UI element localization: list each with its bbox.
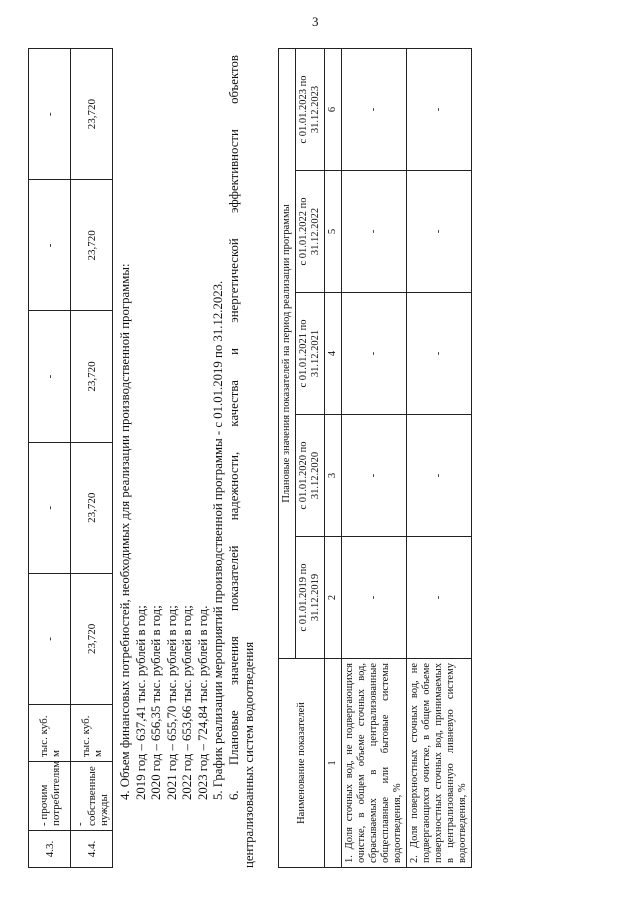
row-value: -: [29, 49, 71, 180]
row-value: 23,720: [71, 573, 113, 704]
table-row: [342, 49, 407, 868]
period-header: с 01.01.2019 по 31.12.2019: [296, 537, 325, 659]
row-value: -: [29, 573, 71, 704]
col-number: 2: [325, 537, 342, 659]
item-5-text: 5. График реализации мероприятий производственной программы - с 01.01.2019 по 31.12.2023.: [211, 280, 225, 800]
period-header: с 01.01.2021 по 31.12.2021: [296, 293, 325, 415]
row-unit: тыс. куб. м: [29, 705, 71, 762]
rotated-content: [28, 48, 468, 868]
indicator-value: -: [342, 293, 407, 415]
table-row: [407, 49, 472, 868]
indicator-value: -: [407, 293, 472, 415]
year-line: 2023 год – 724,84 тыс. рублей в год.: [195, 605, 210, 800]
word: 6.: [226, 790, 241, 800]
word: объектов: [226, 55, 241, 104]
indicator-value: -: [407, 415, 472, 537]
row-number: 4.3.: [29, 831, 71, 868]
period-header: с 01.01.2020 по 31.12.2020: [296, 415, 325, 537]
year-line: 2022 год – 653,66 тыс. рублей в год;: [180, 605, 194, 800]
col-number: 5: [325, 171, 342, 293]
row-name: - прочим потребителям: [29, 762, 71, 831]
word: эффективности: [226, 129, 241, 213]
item-6-text: [227, 55, 243, 800]
indicator-name: 2. Доля поверхностных сточных вод, не подвергающихся очистке, в общем объеме поверхностных сточных вод, принимаемых в централизованную ливневую систему водоотведения, %: [407, 659, 472, 868]
row-value: 23,720: [71, 180, 113, 311]
indicator-value: -: [342, 49, 407, 171]
row-value: -: [29, 311, 71, 442]
word: качества: [226, 380, 241, 427]
year-line: 2020 год – 656,35 тыс. рублей в год;: [149, 605, 163, 800]
word: и: [226, 348, 241, 355]
col-number: 4: [325, 293, 342, 415]
word: Плановые: [226, 710, 241, 766]
indicator-value: -: [407, 537, 472, 659]
period-header: с 01.01.2023 по 31.12.2023: [296, 49, 325, 171]
indicator-value: -: [407, 49, 472, 171]
col-number: 6: [325, 49, 342, 171]
word: значения: [226, 636, 241, 686]
year-line: 2019 год – 637,41 тыс. рублей в год;: [133, 605, 148, 800]
row-value: 23,720: [71, 49, 113, 180]
table-row: [29, 49, 71, 868]
row-unit: тыс. куб. м: [71, 705, 113, 762]
col-number: 3: [325, 415, 342, 537]
word: энергетической: [226, 238, 241, 323]
row-value: -: [29, 442, 71, 573]
row-value: -: [29, 180, 71, 311]
table-row: [71, 49, 113, 868]
row-number: 4.4.: [71, 831, 113, 868]
item-6-end: централизованных систем водоотведения: [242, 641, 256, 868]
group-header: Плановые значения показателей на период реализации программы: [279, 49, 296, 659]
col-number: 1: [325, 659, 342, 868]
year-line: 2021 год – 655,70 тыс. рублей в год;: [164, 605, 179, 800]
row-value: 23,720: [71, 442, 113, 573]
row-value: 23,720: [71, 311, 113, 442]
word: показателей: [226, 545, 241, 612]
table-header-row: [279, 49, 296, 868]
body-text: [118, 55, 258, 868]
item-4-heading: 4. Объем финансовых потребностей, необходимых для реализации производственной программы:: [118, 263, 132, 800]
indicator-value: -: [342, 171, 407, 293]
col-name-header: Наименование показателей: [279, 659, 325, 868]
row-name: - собственные нужды: [71, 762, 113, 831]
indicator-value: -: [342, 537, 407, 659]
word: надежности,: [226, 451, 241, 521]
page-number: 3: [312, 14, 319, 29]
indicator-value: -: [407, 171, 472, 293]
period-header: с 01.01.2022 по 31.12.2022: [296, 171, 325, 293]
top-table: [28, 48, 113, 868]
indicators-table: [278, 48, 472, 868]
indicator-name: 1. Доля сточных вод, не подвергающихся очистке, в общем объеме сточных вод, сбрасываемых в централизованные общесплавные или бытовые системы водоотведения, %: [342, 659, 407, 868]
indicator-value: -: [342, 415, 407, 537]
column-number-row: [325, 49, 342, 868]
